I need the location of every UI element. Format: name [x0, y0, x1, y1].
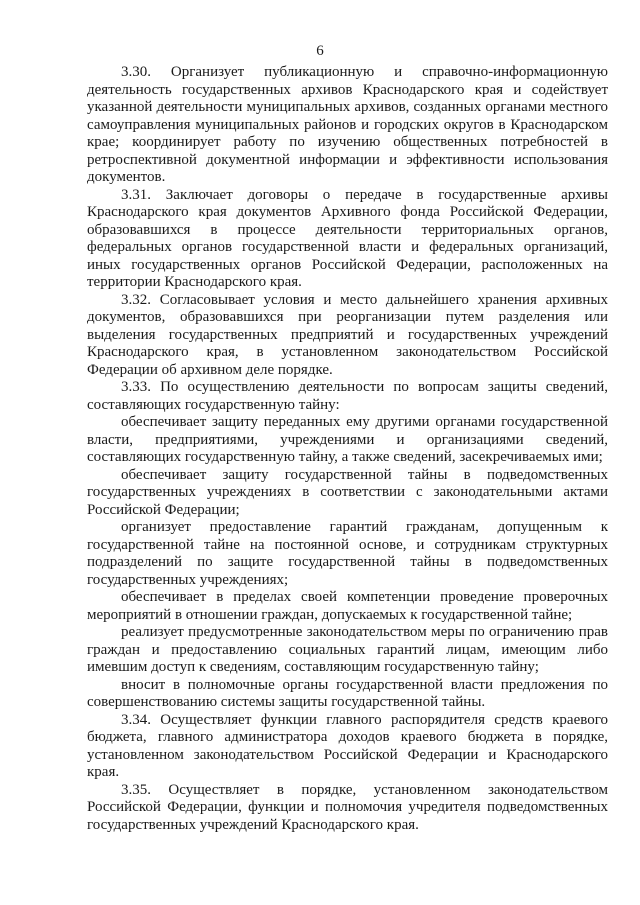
paragraph-3-33-item-4: обеспечивает в пределах своей компетенции проведение проверочных мероприятий в отношении граждан, допускаемых к государственной тайне;: [87, 589, 608, 623]
paragraph-3-34: 3.34. Осуществляет функции главного распорядителя средств краевого бюджета, главного администратора доходов краевого бюджета в порядке, установленном законодательством Российской Федерации и Краснодарского края.: [87, 711, 608, 780]
paragraph-3-31: 3.31. Заключает договоры о передаче в государственные архивы Краснодарского края документов Архивного фонда Российской Федерации, образовавшихся в процессе деятельности территориальных органов, федеральных органов государственной власти и федеральных организаций, иных государственных органов Российской Федерации, расположенных на территории Краснодарского края.: [87, 186, 608, 290]
paragraph-3-33: 3.33. По осуществлению деятельности по вопросам защиты сведений, составляющих государственную тайну:: [87, 379, 608, 413]
page-number: 6: [316, 43, 324, 59]
paragraph-3-35: 3.35. Осуществляет в порядке, установленном законодательством Российской Федерации, функции и полномочия учредителя подведомственных государственных учреждений Краснодарского края.: [87, 781, 608, 833]
document-body: [87, 64, 608, 834]
paragraph-3-33-item-1: обеспечивает защиту переданных ему другими органами государственной власти, предприятиями, учреждениями и организациями сведений, составляющих государственную тайну, а также сведений, засекречиваемых ими;: [87, 414, 608, 465]
paragraph-3-32: 3.32. Согласовывает условия и место дальнейшего хранения архивных документов, образовавшихся при реорганизации путем разделения или выделения государственных предприятий и государственных учреждений Краснодарского края, в установленном законодательством Российской Федерации об архивном деле порядке.: [87, 291, 608, 378]
paragraph-3-33-item-2: обеспечивает защиту государственной тайны в подведомственных государственных учреждениях в соответствии с законодательными актами Российской Федерации;: [87, 466, 608, 518]
paragraph-3-33-item-6: вносит в полномочные органы государственной власти предложения по совершенствованию системы защиты государственной тайны.: [87, 676, 608, 710]
paragraph-3-33-item-5: реализует предусмотренные законодательством меры по ограничению прав граждан и предоставлению социальных гарантий лицам, имеющим либо имевшим доступ к сведениям, составляющим государственную тайну;: [87, 624, 608, 675]
paragraph-3-33-item-3: организует предоставление гарантий гражданам, допущенным к государственной тайне на постоянной основе, и сотрудникам структурных подразделений по защите государственной тайны в подведомственных государственных учреждениях;: [87, 519, 608, 588]
paragraph-3-30: 3.30. Организует публикационную и справочно-информационную деятельность государственных архивов Краснодарского края и содействует указанной деятельности муниципальных архивов, созданных органами местного самоуправления муниципальных районов и городских округов в Краснодарском крае; координирует работу по изучению общественных потребностей в ретроспективной документной информации и эффективности использования документов.: [87, 64, 608, 185]
